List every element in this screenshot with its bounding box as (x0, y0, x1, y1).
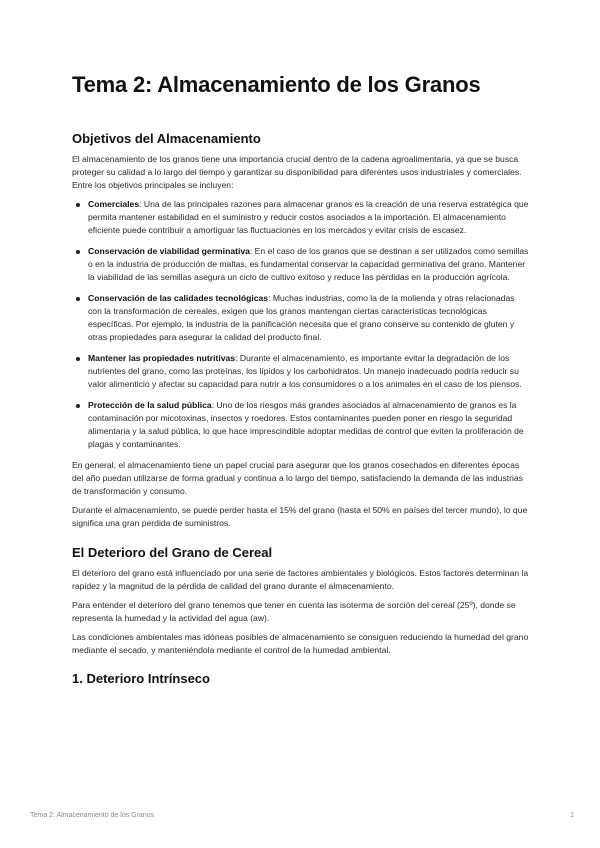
bullet-icon (76, 357, 80, 361)
section-heading-deterioro: El Deterioro del Grano de Cereal (72, 545, 273, 560)
deterioro-paragraph-2: Para entender el deterioro del grano tenemos que tener en cuenta las isoterma de sorción del cereal (25º), donde se representa la humedad y la actividad del agua (aw). (72, 600, 516, 623)
document-page (72, 70, 530, 686)
bullet-icon (76, 203, 80, 207)
deterioro-paragraph-3: Las condiciones ambientales mas idóneas posibles de almacenamiento se consiguen reduciendo la humedad del grano mediante el secado, y manteniéndola mediante el control de la humedad ambiental. (72, 632, 529, 655)
bullet-icon (76, 297, 80, 301)
objetivos-intro: El almacenamiento de los granos tiene una importancia crucial dentro de la cadena agroalimentaria, ya que se busca proteger su calidad a lo largo del tiempo y garantizar su disponibilidad para diferentes usos industriales y comerciales. Entre los objetivos principales se incluyen: (72, 154, 522, 190)
list-item: Comerciales: Una de las principales razones para almacenar granos es la creación de una reserva estratégica que permita mantener estabilidad en el suministro y reducir costos asociados a la importación. El almacenamiento eficiente puede contribuir a amortiguar las fluctuaciones en los mercados y evitar crisis de escasez. (72, 198, 530, 237)
objetivos-list (72, 198, 530, 451)
page-number: 1 (570, 812, 574, 819)
list-item: Mantener las propiedades nutritivas: Durante el almacenamiento, es importante evitar la degradación de los nutrientes del grano, como las proteínas, los lípidos y los carbohidratos. Un manejo inadecuado podría reducir su valor alimenticio y afectar su capacidad para nutrir a los consumidores o a los animales en el caso de los piensos. (72, 352, 530, 391)
list-item: Conservación de viabilidad germinativa: En el caso de los granos que se destinan a ser utilizados como semillas o en la industria de producción de maltas, es fundamental conservar la capacidad germinativa del grano. Mantener la viabilidad de las semillas asegura un ciclo de cultivo exitoso y reduce las pérdidas en la producción agrícola. (72, 245, 530, 284)
deterioro-paragraph-1: El deterioro del grano está influenciado por una serie de factores ambientales y biológicos. Estos factores determinan la rapidez y la magnitud de la pérdida de calidad del grano durante el almacenamiento. (72, 568, 529, 591)
subsection-heading: 1. Deterioro Intrínseco (72, 671, 210, 686)
objetivos-paragraph-2: Durante el almacenamiento, se puede perder hasta el 15% del grano (hasta el 50% en países del tercer mundo), lo que significa una gran perdida de suministros. (72, 505, 528, 528)
section-heading-objetivos: Objetivos del Almacenamiento (72, 131, 261, 146)
list-item: Conservación de las calidades tecnológicas: Muchas industrias, como la de la molienda y otras relacionadas con la transformación de cereales, exigen que los granos mantengan ciertas características tecnológicas específicas. Por ejemplo, la industria de la panificación necesita que el grano conserve su contenido de gluten y otras propiedades para asegurar la calidad del producto final. (72, 292, 530, 344)
list-item: Protección de la salud pública: Uno de los riesgos más grandes asociados al almacenamiento de granos es la contaminación por micotoxinas, insectos y roedores. Estos contaminantes pueden poner en riesgo la seguridad alimentaria y la salud pública, lo que hace imprescindible adoptar medidas de control que eviten la proliferación de plagas y contaminantes. (72, 399, 530, 451)
page-title: Tema 2: Almacenamiento de los Granos (72, 72, 481, 97)
bullet-icon (76, 404, 80, 408)
objetivos-paragraph-1: En general, el almacenamiento tiene un papel crucial para asegurar que los granos cosechados en diferentes épocas del año puedan utilizarse de forma gradual y continua a lo largo del tiempo, satisfaciendo la demanda de las industrias de transformación y consumo. (72, 460, 523, 496)
footer-title: Tema 2: Almacenamiento de los Granos (30, 812, 155, 819)
bullet-icon (76, 250, 80, 254)
